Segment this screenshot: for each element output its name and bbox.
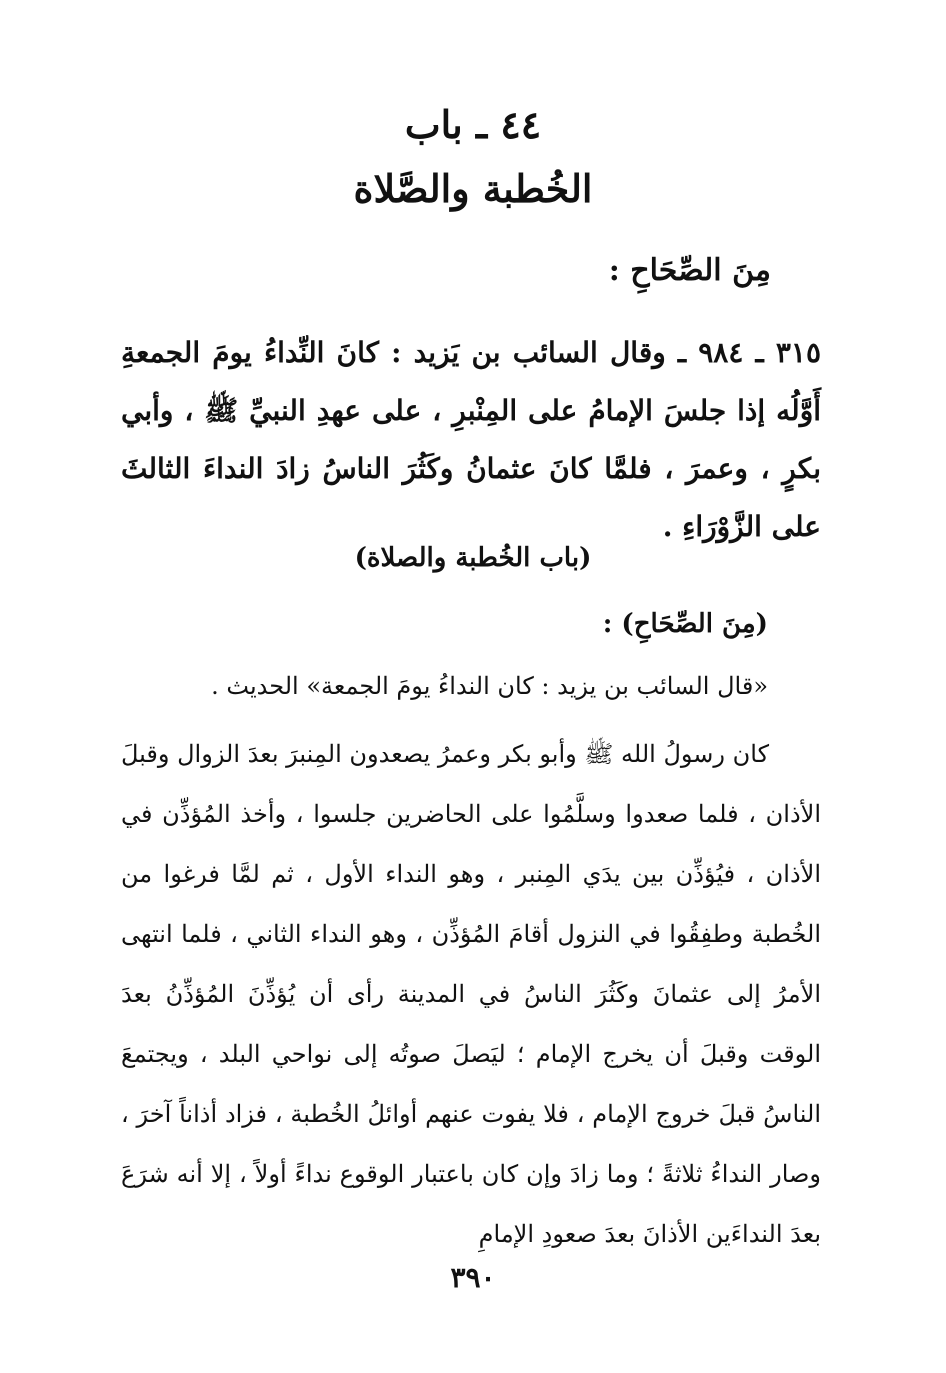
hadith-text: ٣١٥ ـ ٩٨٤ ـ وقال السائب بن يَزيد : كانَ النِّداءُ يومَ الجمعةِ أَوَّلُه إذا جلسَ الإمامُ على المِنْبرِ ، على عهدِ النبيِّ ﷺ ، وأبي بكرٍ ، وعمرَ ، فلمَّا كانَ عثمانُ وكَثُرَ الناسُ زادَ النداءَ الثالثَ على الزَّوْرَاءِ . [121,336,821,543]
commentary-body: كان رسولُ الله ﷺ وأبو بكر وعمرُ يصعدون المِنبرَ بعدَ الزوال وقبلَ الأذان ، فلما صعدوا وسلَّمُوا على الحاضرين جلسوا ، وأخذ المُؤذِّن في الأذان ، فيُؤذِّن بين يدَي المِنبر ، وهو النداء الأول ، ثم لمَّا فرغوا من الخُطبة وطفِقُوا في النزول أقامَ المُؤذِّن ، وهو النداء الثاني ، فلما انتهى الأمرُ إلى عثمانَ وكَثُرَ الناسُ في المدينة رأى أن يُؤذِّنَ المُؤذِّنُ بعدَ الوقت وقبلَ أن يخرج الإمام ؛ ليَصلَ صوتُه إلى نواحي البلد ، ويجتمعَ الناسُ قبلَ خروج الإمام ، فلا يفوت عنهم أوائلُ الخُطبة ، فزاد أذاناً آخرَ ، وصار النداءُ ثلاثةً ؛ وما زادَ وإن كان باعتبار الوقوع نداءً أولاً ، إلا أنه شرَعَ بعدَ النداءَين الأذانَ بعدَ صعودِ الإمامِ [121,740,821,1248]
section-source-label: مِنَ الصِّحَاحِ : [608,253,771,288]
chapter-title: الخُطبة والصَّلاة [353,166,593,211]
commentary-heading: (باب الخُطبة والصلاة) [354,543,592,573]
page-number: ٣٩٠ [450,1261,496,1294]
commentary-quote: «قال السائب بن يزيد : كان النداءُ يومَ الجمعة» الحديث . [211,672,768,700]
chapter-number: ٤٤ ـ باب [404,102,542,147]
commentary-source-label: (مِنَ الصِّحَاحِ) : [602,609,768,639]
